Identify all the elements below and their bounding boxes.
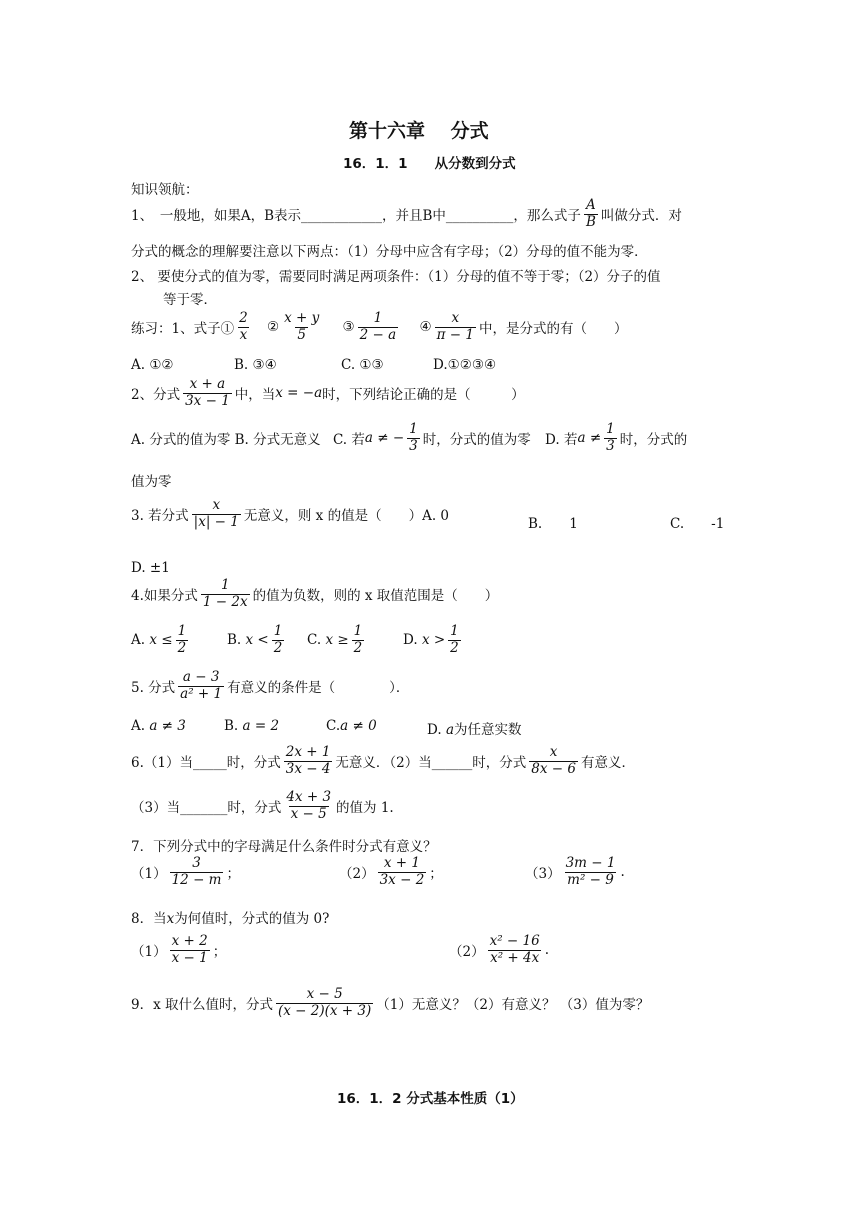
problem-9 <box>131 987 649 1019</box>
p6-part3: （3）当_______时，分式 <box>131 800 282 817</box>
p1-fraction-4: $\frac{x}{\pi - 1}$ <box>436 310 474 343</box>
p2-option-d-math: a ≠ <box>577 430 602 447</box>
p6-part2: 无意义．（2）当______时，分式 <box>335 755 527 772</box>
p2-condition: x = −a <box>275 385 323 402</box>
p6-fraction-2: $\frac{x}{8x - 6}$ <box>531 744 576 777</box>
problem-2 <box>131 377 525 409</box>
p2-option-d: D. 若 <box>545 432 578 449</box>
p9-prefix: 9．x 取什么值时，分式 <box>131 997 273 1014</box>
knowledge-point-2: 2、 要使分式的值为零，需要同时满足两项条件：（1）分母的值不等于零；（2）分子的值 <box>131 269 661 285</box>
p1-option-d: D.①②③④ <box>433 357 497 373</box>
p5-option-a: A. a ≠ 3 <box>131 718 186 734</box>
p2-option-d-fraction: $\frac{1}{3}$ <box>606 421 615 454</box>
p1-option-c: C. ①③ <box>341 357 384 373</box>
problem-7-heading: 7．下列分式中的字母满足什么条件时分式有意义？ <box>131 839 437 855</box>
p1-marker-3: ③ <box>342 319 355 336</box>
p4-suffix: 的值为负数，则的 x 取值范围是（ ） <box>252 588 499 605</box>
section-heading: 16．1．1 从分数到分式 <box>343 156 516 172</box>
p9-fraction: $\frac{x - 5}{(x - 2)(x + 3)}$ <box>278 986 372 1019</box>
p1-fraction-3: $\frac{1}{2 - a}$ <box>359 310 397 343</box>
knowledge-point-2-line2: 等于零． <box>163 292 217 308</box>
p1-option-b: B. ③④ <box>234 357 277 373</box>
p9-suffix: （1）无意义？（2）有意义？ （3）值为零？ <box>376 997 650 1014</box>
p4-option-b: B. x < $\frac{1}{2}$ <box>227 623 283 656</box>
p7-item-1: （1） $\frac{3}{12 - m}$ ； <box>131 855 240 888</box>
p1-suffix: 中，是分式的有（ ） <box>478 321 628 338</box>
knowledge-point-1-line2: 分式的概念的理解要注意以下两点：（1）分母中应含有字母；（2）分母的值不能为零． <box>131 244 648 260</box>
problem-6-part3 <box>131 790 394 822</box>
p3-option-b: B. 1 <box>528 516 578 532</box>
p8-item-2: （2） $\frac{\text{x² − 16}}{\text{x² + 4x}}$ . <box>449 933 549 966</box>
k1-fraction: $\frac{A}{B}$ <box>585 197 596 230</box>
p6-part2-end: 有意义． <box>580 755 635 772</box>
p4-option-c: C. x ≥ $\frac{1}{2}$ <box>307 623 363 656</box>
p7-item-3: （3） $\frac{3m - 1}{\text{m² − 9}}$ . <box>525 855 625 888</box>
p2-option-b: B. 分式无意义 <box>234 432 321 449</box>
p5-option-c: C.a ≠ 0 <box>326 718 377 734</box>
p3-option-d: D. ±1 <box>131 560 170 576</box>
p2-option-d-post: 时，分式的 <box>619 432 688 449</box>
p5-suffix: 有意义的条件是（ ）． <box>227 680 410 697</box>
p1-prefix: 练习：1、式子① <box>131 321 235 338</box>
k1-text-end: 叫做分式．对 <box>600 208 682 225</box>
p4-prefix: 4.如果分式 <box>131 588 198 605</box>
p2-option-a: A. 分式的值为零 <box>131 432 231 449</box>
p2-fraction: $\frac{x + a}{3x - 1}$ <box>185 376 230 409</box>
p2-option-c-post: 时，分式的值为零 <box>422 432 531 449</box>
p4-option-a: A. x ≤ $\frac{1}{2}$ <box>131 623 187 656</box>
knowledge-heading: 知识领航： <box>131 182 199 198</box>
section-heading-2: 16．1．2 分式基本性质（1） <box>337 1091 524 1107</box>
p2-suffix: 时，下列结论正确的是（ ） <box>322 387 525 404</box>
problem-6 <box>131 745 635 777</box>
p2-option-d-line2: 值为零 <box>131 474 172 490</box>
p8-item-1: （1） $\frac{x + 2}{x - 1}$ ； <box>131 933 227 966</box>
p1-marker-4: ④ <box>419 319 432 336</box>
p2-options <box>131 422 687 454</box>
problem-8-heading: 8．当x为何值时，分式的值为 0? <box>131 911 330 927</box>
p4-fraction: $\frac{1}{1 - 2x}$ <box>202 577 248 610</box>
p4-option-d: D. x > $\frac{1}{2}$ <box>403 623 459 656</box>
p1-fraction-2: $\frac{x + y}{5}$ <box>284 310 320 343</box>
p6-part1: 6.（1）当_____时，分式 <box>131 755 281 772</box>
p1-fraction-1: $\frac{2}{x}$ <box>239 310 248 343</box>
chapter-title: 第十六章 分式 <box>349 120 489 142</box>
k1-text: 1、 一般地，如果A，B表示____________，并且B中__________，那么式子 <box>131 208 581 225</box>
p1-option-a: A. ①② <box>131 357 174 373</box>
p7-item-2: （2） $\frac{x + 1}{3x - 2}$ ； <box>339 855 443 888</box>
p5-option-b: B. a = 2 <box>224 718 280 734</box>
p1-marker-2: ② <box>266 319 280 336</box>
p3-suffix: 无意义，则 x 的值是（ ）A. 0 <box>243 508 449 525</box>
problem-4 <box>131 578 498 610</box>
p3-prefix: 3. 若分式 <box>131 508 189 525</box>
p6-fraction-3: $\frac{4x + 3}{x - 5}$ <box>286 789 332 822</box>
p6-part3-end: 的值为 1. <box>336 800 394 817</box>
p5-option-d: D. a为任意实数 <box>427 722 522 738</box>
p3-option-c: C. -1 <box>670 516 725 532</box>
p5-prefix: 5. 分式 <box>131 680 176 697</box>
p5-fraction: $\frac{a - 3}{\text{a² + 1}}$ <box>180 669 223 702</box>
problem-5 <box>131 670 409 702</box>
knowledge-point-1 <box>131 198 682 230</box>
p2-option-c: C. 若 <box>332 432 365 449</box>
p2-mid: 中，当 <box>234 387 276 404</box>
problem-1 <box>131 311 627 343</box>
p3-fraction: $\frac{x}{|x| - 1}$ <box>193 497 239 530</box>
p6-fraction-1: $\frac{2x + 1}{3x - 4}$ <box>285 744 331 777</box>
p2-prefix: 2、分式 <box>131 387 181 404</box>
p2-option-c-fraction: $\frac{1}{3}$ <box>409 421 418 454</box>
problem-3 <box>131 498 449 530</box>
p2-option-c-math: a ≠ − <box>364 430 405 447</box>
